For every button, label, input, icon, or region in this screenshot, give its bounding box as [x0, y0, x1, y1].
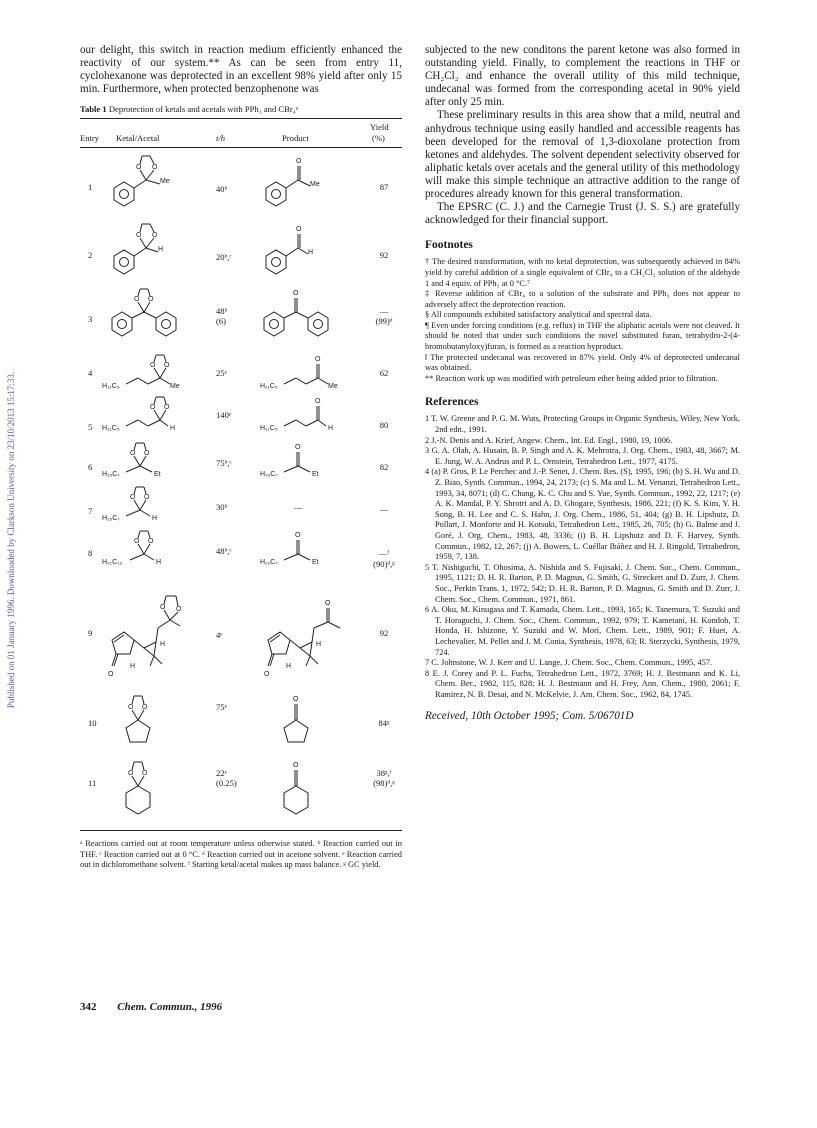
deprotection-table — [80, 118, 402, 831]
svg-text:O: O — [315, 398, 321, 406]
svg-text:O: O — [164, 404, 170, 412]
acetal-structure — [102, 484, 212, 526]
references-heading: References — [425, 396, 479, 409]
time-value-2: (6) — [216, 316, 227, 327]
footnotes-list — [425, 257, 740, 384]
table-row — [80, 526, 402, 584]
header-yield-unit: (%) — [372, 133, 385, 144]
footnote: † The desired transformation, with no ketal deprotection, was subsequently achieved in 84% yield by careful addition of a single equivalent of CBr₄ to a CH₂Cl₂ solution of the aldehyde 1 and 4 equiv. of PPh₃ at 0 °C.⁷ — [425, 257, 740, 288]
table-header — [80, 119, 402, 148]
svg-text:H: H — [160, 641, 166, 649]
svg-text:O: O — [142, 704, 148, 712]
time-value: 40ᵇ — [216, 184, 228, 195]
yield-value: 82 — [379, 462, 389, 473]
time-value: 75ᵇ,ᶜ — [216, 458, 232, 469]
table-row — [80, 392, 402, 438]
product-structure — [256, 286, 356, 346]
yield-value: —ᶠ — [378, 548, 390, 559]
table-row — [80, 484, 402, 526]
table-row — [80, 216, 402, 284]
svg-text:O: O — [128, 704, 134, 712]
yield-value: 80 — [379, 420, 389, 431]
product-structure — [260, 526, 370, 572]
reference-item: 3 G. A. Olah, A. Husain, B. P. Singh and A. K. Mehrotra, J. Org. Chem., 1983, 48, 3667; M. E. Jung, W. A. Andrus and P. L. Ornstein, Tetrahedron Lett., 1977, 4175. — [425, 446, 740, 466]
footnote: ‖ The protected undecanal was recovered in 87% yield. Only 4% of deprotected undecanal was obtained. — [425, 352, 740, 373]
entry-number: 5 — [88, 422, 93, 433]
reference-item: 8 E. J. Corey and P. L. Fuchs, Tetrahedron Lett., 1972, 3769; H. J. Bestmann and K. Li, Chem. Ber., 1982, 115, 828; H. J. Bestmann and H. Frey, Ann. Chem., 1980, 2061; F. Ramirez, N. B. Desai, and N. McKelvie, J. Am. Chem. Soc., 1962, 84, 1745. — [425, 668, 740, 699]
svg-text:H₂₁C₇: H₂₁C₇ — [260, 559, 278, 567]
acetal-structure — [102, 394, 212, 436]
entry-number: 3 — [88, 314, 93, 325]
table-row — [80, 688, 402, 756]
paragraph-3: The EPSRC (C. J.) and the Carnegie Trust (J. S. S.) are gratefully acknowledged for their financial support. — [425, 201, 740, 227]
svg-text:O: O — [160, 604, 166, 612]
svg-text:O: O — [150, 362, 156, 370]
entry-number: 7 — [88, 506, 93, 517]
yield-value: 62 — [379, 368, 389, 379]
svg-text:O: O — [325, 600, 331, 608]
right-column — [425, 44, 740, 734]
table-bottom-rule — [80, 830, 402, 831]
svg-text:O: O — [296, 158, 302, 166]
entry-number: 8 — [88, 548, 93, 559]
table-caption — [80, 104, 402, 114]
svg-text:O: O — [152, 164, 158, 172]
svg-text:O: O — [176, 606, 182, 614]
table-row — [80, 148, 402, 216]
svg-text:Et: Et — [154, 471, 161, 479]
left-column — [80, 44, 402, 878]
svg-text:O: O — [130, 494, 136, 502]
svg-text:O: O — [293, 696, 299, 704]
product-structure — [260, 394, 370, 436]
svg-text:O: O — [315, 356, 321, 364]
svg-text:O: O — [264, 671, 270, 679]
svg-text:H: H — [328, 425, 334, 433]
svg-text:Me: Me — [170, 383, 180, 391]
entry-number: 9 — [88, 628, 93, 639]
svg-text:O: O — [142, 770, 148, 778]
svg-text:Me: Me — [328, 383, 338, 391]
svg-text:O: O — [295, 532, 301, 540]
time-value: 20ᵇ,ᶜ — [216, 252, 232, 263]
svg-text:O: O — [130, 450, 136, 458]
yield-value-2: (98)ᵈ,ᵍ — [373, 778, 395, 789]
entry-number: 1 — [88, 182, 93, 193]
time-value: 30ᵇ — [216, 502, 228, 513]
table-row — [80, 438, 402, 484]
journal-name: Chem. Commun., 1996 — [117, 1001, 223, 1013]
svg-text:O: O — [128, 770, 134, 778]
svg-text:O: O — [148, 538, 154, 546]
download-stamp: Published on 01 January 1996. Downloaded by Clarkson University on 23/10/2013 15:17:33. — [6, 371, 16, 709]
yield-value-2: (99)ᵈ — [375, 316, 393, 327]
svg-text:H: H — [170, 425, 176, 433]
svg-text:H: H — [130, 663, 136, 671]
yield-value: 38ᵍ,ᶠ — [376, 768, 392, 779]
svg-text:H₁₅C₇: H₁₅C₇ — [102, 471, 120, 479]
svg-text:Me: Me — [160, 178, 170, 186]
svg-text:Et: Et — [312, 559, 319, 567]
svg-text:H₁₅C₇: H₁₅C₇ — [260, 471, 278, 479]
svg-text:H₁₁C₅: H₁₁C₅ — [260, 425, 278, 433]
table-row — [80, 756, 402, 828]
svg-text:H₂₁C₁₀: H₂₁C₁₀ — [102, 559, 123, 567]
received-line: Received, 10th October 1995; Com. 5/06701D — [425, 710, 634, 723]
entry-number: 11 — [88, 778, 97, 789]
product-structure — [274, 690, 334, 752]
yield-value: — — [379, 504, 389, 515]
ketal-structure — [110, 150, 200, 214]
ketal-structure — [116, 688, 186, 754]
svg-text:O: O — [150, 404, 156, 412]
svg-text:O: O — [144, 450, 150, 458]
svg-text:H₁₁C₅: H₁₁C₅ — [102, 425, 120, 433]
page-footer — [80, 1001, 222, 1013]
svg-text:H₁₅C₇: H₁₅C₇ — [102, 515, 120, 523]
time-value: 48ᵇ — [216, 306, 228, 317]
product-structure — [260, 584, 372, 688]
paragraph-2: These preliminary results in this area show that a mild, neutral and anhydrous technique using easily handled and accessible reagents has been developed for the removal of 1,3-dioxolane protection from ketones and aldehydes. The solvent dependent selectivity observed for aliphatic ketals over acetals and the general utility of this methodology will make this simple technique an attractive addition to the range of procedures already known for this general transformation. — [425, 109, 740, 201]
svg-text:O: O — [134, 296, 140, 304]
reference-item: 4 (a) P. Gros, P. Le Perchec and J.-P. Senet, J. Chem. Res. (S), 1995, 196; (b) S. H. Wu and D. Z. Biao, Synth. Commun., 1994, 24, 2173; (c) S. Ma and L. M. Venanzi, Tetrahedron Lett., 1993, 34, 8071; (d) C. Chang, K. C. Chu and S. Yue, Synth. Commun., 1992, 22, 1217; (e) A. K. Mandal, P. Y. Shrotri and A. D. Ghogare, Synthesis, 1986, 221; (f) K. S. Kim, Y. H. Song, B. H. Lee and C. S. Hahn, J. Org. Chem., 1986, 51, 404; (g) B. H. Lipshutz, D. Pollart, J. Monforte and H. Kotsuki, Tetrahedron Lett., 1985, 26, 705; (h) G. Balme and J. Goré, J. Org. Chem., 1983, 48, 3336; (i) B. H. Lipshutz and D. F. Harvey, Synth. Commun., 1982, 12, 267; (j) A. Bowers, L. Cuéllar Ibáñez and H. J. Ringold, Tetrahedron, 1959, 7, 138. — [425, 467, 740, 562]
svg-text:H: H — [316, 641, 322, 649]
table-notes: ᵃ Reactions carried out at room temperature unless otherwise stated. ᵇ Reaction carried out in THF. ᶜ Reaction carried out at 0 °C. ᵈ Reaction carried out in acetone solvent. ᵉ Reaction carried out in dichloromethane solvent. ᶠ Starting ketal/acetal makes up mass balance. ᵍ GC yield. — [80, 839, 402, 869]
intro-paragraph: our delight, this switch in reaction medium efficiently enhanced the reactivity of our system.** As can be seen from entry 11, cyclohexanone was deprotected in an excellent 98% yield after only 15 min. Furthermore, when protected benzophenone was — [80, 44, 402, 96]
entry-number: 10 — [88, 718, 97, 729]
product-structure — [260, 350, 370, 392]
svg-text:O: O — [108, 671, 114, 679]
product-structure — [274, 756, 334, 828]
svg-text:O: O — [293, 762, 299, 770]
table-title: Deprotection of ketals and acetals with PPh₃ and CBr₄ᵃ — [108, 104, 299, 115]
no-product: — — [294, 502, 303, 513]
table-row — [80, 350, 402, 392]
table-row — [80, 284, 402, 350]
page-number: 342 — [80, 1001, 97, 1013]
header-product: Product — [282, 133, 309, 144]
svg-text:O: O — [152, 232, 158, 240]
time-value: 4ᵉ — [216, 630, 223, 641]
table-row — [80, 584, 402, 688]
ketal-structure — [102, 350, 212, 392]
reference-item: 6 A. Oku, M. Kinugasa and T. Kamada, Chem. Lett., 1993, 165; K. Tanemura, T. Suzuki and T. Horaguchi, J. Chem. Soc., Chem. Commun., 1992, 979; T. Kametani, H. Kondoh, T. Honda, H. Ishizone, Y. Suzuki and W. Mori, Chem. Lett., 1989, 901; F. Huet, A. Lechevalier, M. Pellet and J. M. Conia, Synthesis, 1978, 63; R. Sterzycki, Synthesis, 1979, 724. — [425, 605, 740, 657]
svg-text:O: O — [136, 232, 142, 240]
svg-text:O: O — [134, 538, 140, 546]
svg-text:H: H — [158, 246, 164, 254]
svg-text:O: O — [164, 362, 170, 370]
acetal-structure — [102, 526, 212, 572]
svg-text:H: H — [286, 663, 292, 671]
entry-number: 2 — [88, 250, 93, 261]
reference-item: 5 T. Nishiguchi, T. Ohosima, A. Nishida and S. Fujisaki, J. Chem. Soc., Chem. Commun., 1995, 1121; D. H. R. Barton, P. D. Magnus, G. Smith, G. Streckert and D. Zurr, J. Chem. Soc., Perkin Trans. 1, 1972, 542; D. H. R. Barton, P. D. Magnus, G. Smith and D. Zurr, J. Chem. Soc., Chem. Commun., 1971, 861. — [425, 562, 740, 604]
reference-item: 2 J.-N. Denis and A. Krief, Angew. Chem., Int. Ed. Engl., 1980, 19, 1006. — [425, 435, 673, 445]
svg-text:H: H — [308, 249, 314, 257]
product-structure — [260, 438, 370, 484]
svg-text:Et: Et — [312, 471, 319, 479]
ketal-structure — [104, 284, 204, 348]
yield-value: 92 — [379, 628, 389, 639]
time-value-2: (0.25) — [216, 778, 237, 789]
paragraph-1: subjected to the new conditons the parent ketone was also formed in outstanding yield. Finally, to complement the reactions in THF or CH₂Cl₂ and enhance the overall utility of this mild technique, undecanal was formed from the corresponding acetal in 90% yield after only 25 min. — [425, 44, 740, 109]
ketal-structure — [116, 756, 186, 828]
footnote: ¶ Even under forcing conditions (e.g. reflux) in THF the aliphatic acetals were not cleaved. It should be noted that under such conditions the novel substituted furan, tetrahydro-2-(4-bromobutanyloxy)furan, is formed as a reaction byproduct. — [425, 320, 740, 352]
svg-text:Me: Me — [310, 181, 320, 189]
entry-number: 4 — [88, 368, 93, 379]
time-value: 48ᵇ,ᶜ — [216, 546, 232, 557]
svg-text:H₁₁C₅: H₁₁C₅ — [102, 383, 120, 391]
svg-text:O: O — [144, 494, 150, 502]
product-structure — [260, 222, 350, 280]
header-yield: Yield — [370, 122, 389, 133]
footnotes-heading: Footnotes — [425, 239, 473, 252]
footnote: § All compounds exhibited satisfactory analytical and spectral data. — [425, 310, 652, 320]
svg-text:H₁₁C₅: H₁₁C₅ — [260, 383, 278, 391]
yield-value: 92 — [379, 250, 389, 261]
footnote: ** Reaction work up was modified with petroleum ether being added prior to filtration. — [425, 373, 718, 383]
time-value: 75ᵉ — [216, 702, 227, 713]
product-structure — [260, 154, 350, 212]
svg-text:O: O — [293, 290, 299, 298]
svg-text:O: O — [148, 296, 154, 304]
svg-text:O: O — [295, 444, 301, 452]
time-value: 140ᵉ — [216, 410, 232, 421]
svg-text:O: O — [136, 164, 142, 172]
download-sidebar — [2, 190, 20, 890]
svg-text:H: H — [156, 559, 162, 567]
references-list — [425, 414, 740, 700]
entry-number: 6 — [88, 462, 93, 473]
time-value: 22ᵉ — [216, 768, 227, 779]
acetal-structure — [110, 218, 200, 282]
time-value: 25ᵉ — [216, 368, 227, 379]
header-entry: Entry — [80, 133, 100, 144]
yield-value: 87 — [379, 182, 389, 193]
yield-value: 84ᵍ — [378, 718, 390, 729]
ketal-structure — [104, 584, 216, 688]
header-ketal: Ketal/Acetal — [116, 133, 160, 144]
yield-value-2: (90)ᵈ,ᵍ — [373, 559, 395, 570]
header-time: t/h — [216, 133, 226, 144]
footnote: ‡ Reverse addition of CBr₄ to a solution of the substrate and PPh₃ does not appear to adversely affect the deprotection reaction. — [425, 289, 740, 309]
ketal-structure — [102, 438, 212, 484]
table-label: Table 1 — [80, 104, 107, 115]
yield-value: — — [379, 306, 389, 317]
reference-item: 7 C. Johnstone, W. J. Kerr and U. Lange, J. Chem. Soc., Chem. Commun., 1995, 457. — [425, 658, 713, 668]
reference-item: 1 T. W. Greene and P. G. M. Wuts, Protecting Groups in Organic Synthesis, Wiley, New York, 2nd edn., 1991. — [425, 414, 740, 435]
svg-text:H: H — [152, 515, 158, 523]
svg-text:O: O — [296, 226, 302, 234]
